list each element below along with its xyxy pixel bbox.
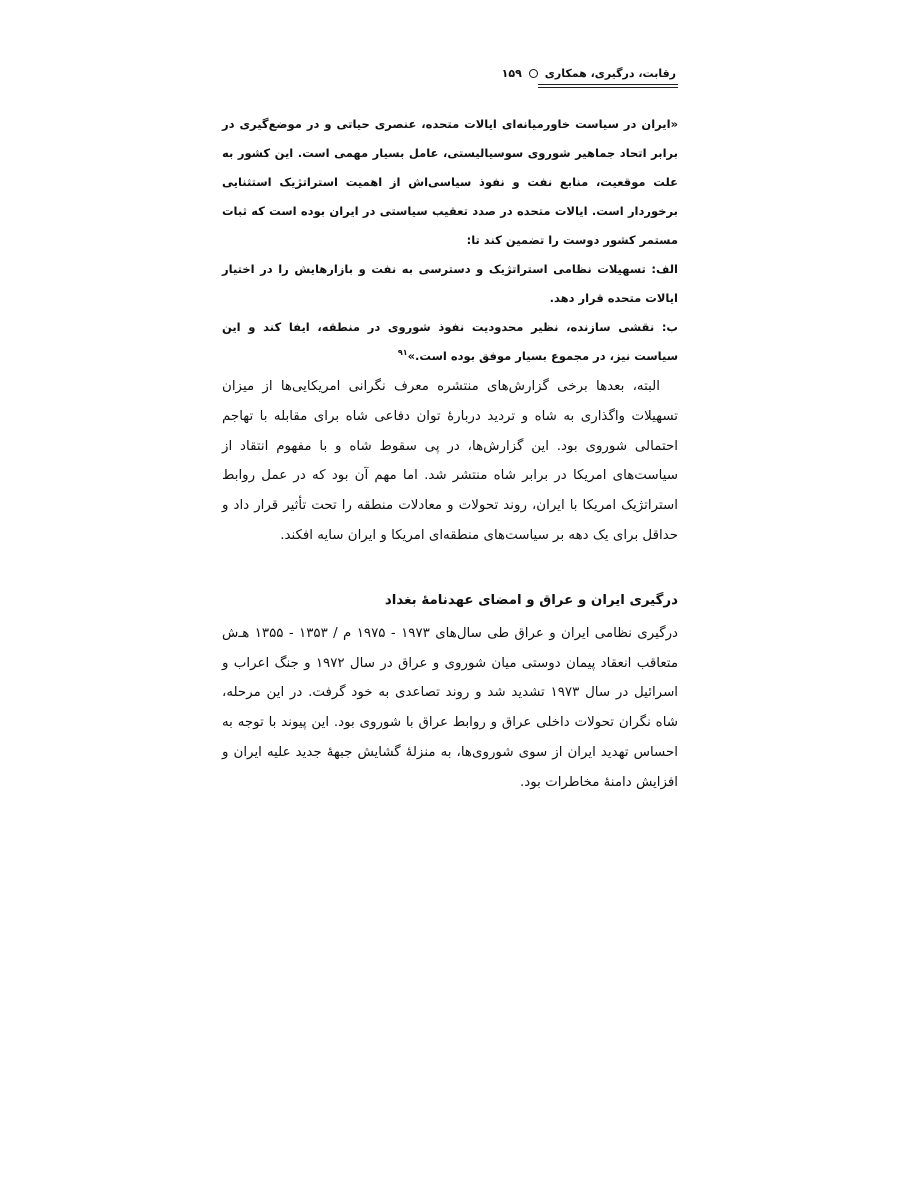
body-paragraph <box>222 372 678 551</box>
block-quote <box>222 110 678 371</box>
circle-separator-icon <box>529 69 538 78</box>
page-number: ۱۵۹ <box>501 66 522 80</box>
quote-item-a: الف: تسهیلات نظامی استراتژیک و دسترسی به نفت و بازارهایش را در اختیار ایالات متحده قرار دهد. <box>222 262 678 305</box>
quote-item-b <box>222 313 678 371</box>
running-head-title: رقابت، درگیری، همکاری <box>544 66 676 80</box>
quote-item-b-text: ب: نقشی سازنده، نظیر محدودیت نفوذ شوروی در منطقه، ایفا کند و این سیاست نیز، در مجموع بسیار موفق بوده است.» <box>222 320 678 363</box>
body-paragraph-text: البته، بعدها برخی گزارش‌های منتشره معرف نگرانی امریکایی‌ها از میزان تسهیلات واگذاری به شاه و تردید دربارهٔ توان دفاعی شاه برای مقابله با تهاجم احتمالی شوروی بود. این گزارش‌ها، در پی سقوط شاه و با مفهوم انتقاد از سیاست‌های امریکا در برابر شاه منتشر شد. اما مهم آن بود که در عمل روابط استراتژیک امریکا با ایران، روند تحولات و معادلات منطقه را تحت تأثیر قرار داد و حداقل برای یک دهه بر سیاست‌های منطقه‌ای امریکا و ایران سایه افکند. <box>222 379 678 543</box>
section-paragraph: درگیری نظامی ایران و عراق طی سال‌های ۱۹۷۳ - ۱۹۷۵ م / ۱۳۵۳ - ۱۳۵۵ هـ‌ش متعاقب انعقاد پیمان دوستی میان شوروی و عراق در سال ۱۹۷۲ و جنگ اعراب و اسرائیل در سال ۱۹۷۳ تشدید شد و روند تصاعدی به خود گرفت. در این مرحله، شاه نگران تحولات داخلی عراق و روابط عراق با شوروی بود. این پیوند با توجه به احساس تهدید ایران از سوی شوروی‌ها، به منزلهٔ گشایش جبههٔ جدید علیه ایران و افزایش دامنهٔ مخاطرات بود. <box>222 625 679 790</box>
section-heading: درگیری ایران و عراق و امضای عهدنامهٔ بغداد <box>384 592 678 608</box>
footnote-reference: ۹۱ <box>397 348 408 358</box>
running-head <box>222 62 678 84</box>
quote-intro: «ایران در سیاست خاورمیانه‌ای ایالات متحده، عنصری حیاتی و در موضع‌گیری در برابر اتحاد جماهیر شوروی سوسیالیستی، عامل بسیار مهمی است. این کشور به علت موقعیت، منابع نفت و نفوذ سیاسی‌اش از اهمیت استراتژیک استثنایی برخوردار است. ایالات متحده در صدد تعقیب سیاستی در ایران بوده است که ثبات مستمر کشور دوست را تضمین کند تا: <box>222 117 678 247</box>
book-page <box>222 62 678 798</box>
header-double-rule <box>538 84 678 88</box>
